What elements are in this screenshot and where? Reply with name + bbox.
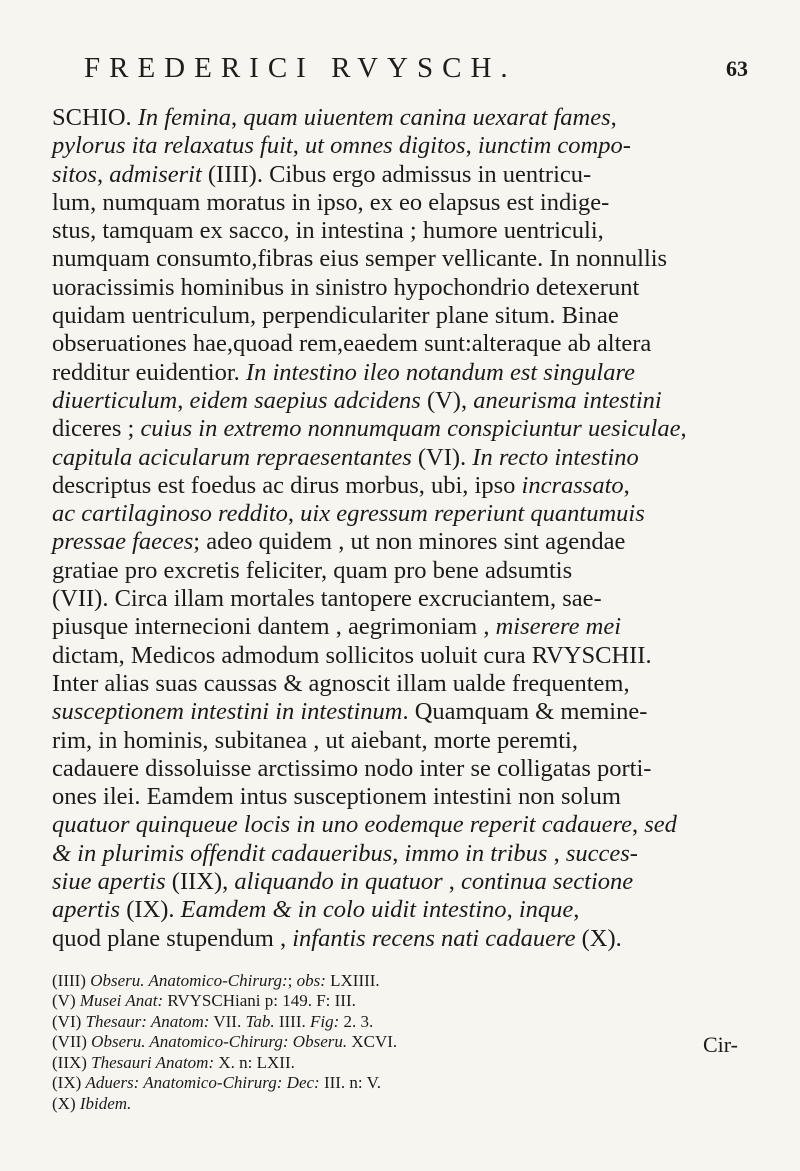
main-text [52,104,752,953]
roman-text: stus, tamquam ex sacco, in intestina ; humore uentriculi, [52,217,604,245]
italic-text: pressae faeces [52,528,194,556]
italic-text: miserere mei [495,613,622,641]
roman-text: , [631,811,645,839]
text-line [52,132,752,160]
roman-text: VII. [209,1011,246,1031]
italic-text: sitos [52,160,97,188]
roman-text: RVYSCHiani p: 149. F: III. [163,991,356,1011]
italic-text: susceptionem intestini in intestinum [52,698,403,726]
text-line [52,245,752,273]
roman-text: , [230,104,244,131]
text-line [52,274,752,302]
text-line [52,811,752,839]
italic-text: Musei Anat: [79,991,164,1011]
text-line [52,642,752,670]
roman-text: rim, in hominis, subitanea , ut aiebant, morte peremti, [52,726,578,754]
text-line [52,585,752,613]
text-line [52,727,752,755]
italic-text: In recto intestino [472,443,639,471]
roman-text: numquam consumto,fibras eius semper vellicante. In nonnullis [52,245,668,273]
italic-text: Eamdem & in colo uidit intestino [180,896,507,924]
roman-text: ; adeo quidem , ut non minores sint agendae [193,528,626,556]
text-line [52,161,752,189]
roman-text: , [610,104,617,131]
italic-text: sed [644,811,677,839]
roman-text: piusque internecioni dantem , aegrimoniam , [52,613,496,641]
roman-text: LXIIII. [325,970,380,990]
text-line [52,387,752,415]
text-line [52,500,752,528]
roman-text: cadauere dissoluisse arctissimo nodo inter se colligatas porti- [52,754,652,782]
roman-text: IIII. [274,1011,311,1031]
text-line [52,217,752,245]
roman-text: , [547,839,566,867]
roman-text: , [392,839,405,867]
text-line [52,670,752,698]
text-line [52,444,752,472]
text-line [52,613,752,641]
italic-text: pylorus ita relaxatus fuit [52,132,293,160]
italic-text: In intestino ileo notandum est singulare [245,358,635,386]
text-line [52,189,752,217]
roman-text: obseruationes hae,quoad rem,eaedem sunt:alteraque ab altera [52,330,652,358]
roman-text: III. n: V. [319,1073,381,1093]
italic-text: admiserit [109,160,202,188]
text-line [52,840,752,868]
italic-text: eidem saepius adcidens [189,386,421,414]
roman-text: (X) [52,1093,80,1113]
italic-text: Tab. [245,1011,275,1031]
page-number: 63 [726,56,748,81]
italic-text: incrassato [521,471,624,499]
footnote-line [52,1073,752,1094]
roman-text: diceres ; [52,415,141,443]
italic-text: quatuor quinqueue locis in uno eodemque reperit cadauere [52,811,632,839]
italic-text: continua sectione [461,868,634,896]
italic-text: & in plurimis offendit cadaueribus [52,839,393,867]
running-head: FREDERICI RVYSCH. [84,52,517,84]
italic-text: aliquando in quatuor [234,868,443,896]
footnote-line [52,1032,752,1053]
italic-text: Thesaur: Anatom: [85,1011,210,1031]
text-line [52,330,752,358]
text-line [52,925,752,953]
roman-text: redditur euidentior. [52,358,246,386]
footnote-line [52,1053,752,1074]
roman-text: (V), [420,386,474,414]
roman-text: (VII). Circa illam mortales tantopere excruciantem, sae- [52,585,602,613]
roman-text: (IIX), [165,868,235,896]
roman-text: (X). [575,924,622,952]
italic-text: Ibidem. [79,1093,132,1113]
roman-text: 2. 3. [339,1011,374,1031]
text-line [52,302,752,330]
italic-text: cuius in extremo nonnumquam conspiciuntur uesiculae [140,415,681,443]
roman-text: , [177,386,190,414]
footnote-line [52,1094,752,1115]
roman-text: , [680,415,687,443]
italic-text: obs: [296,970,326,990]
italic-text: immo in tribus [404,839,548,867]
roman-text: (IIX) [52,1052,92,1072]
italic-text: apertis [52,896,121,924]
catchword: Cir- [703,1032,738,1057]
italic-text: Thesauri Anatom: [91,1052,215,1072]
italic-text: diuerticulum [52,386,178,414]
text-line [52,755,752,783]
roman-text: , [96,160,110,188]
italic-text: capitula acicularum repraesentantes [52,443,412,471]
italic-text: uix egressum reperiunt quantumuis [300,500,645,528]
text-line [52,698,752,726]
roman-text: (VII) [52,1032,92,1052]
roman-text: (IIII). Cibus ergo admissus in uentricu- [201,160,592,188]
italic-text: iunctim compo- [477,132,631,160]
italic-text: aneurisma intestini [473,386,662,414]
roman-text: (IX) [52,1073,86,1093]
roman-text: , [573,896,580,924]
footnote-line [52,971,752,992]
italic-text: ac cartilaginoso reddito [52,500,288,528]
italic-text: Fig: [310,1011,340,1031]
roman-text: (IX). [120,896,181,924]
roman-text: , [442,868,461,896]
footnotes [52,971,752,1115]
text-line [52,868,752,896]
roman-text: quod plane stupendum , [52,924,293,952]
roman-text: X. n: LXII. [214,1052,295,1072]
roman-text: (IIII) [52,970,91,990]
italic-text: inque [518,896,574,924]
roman-text: gratiae pro excretis feliciter, quam pro bene adsumtis [52,556,573,584]
text-line [52,896,752,924]
text-line [52,528,752,556]
footnote-line [52,1012,752,1033]
italic-text: succes- [565,839,638,867]
italic-text: Obseru. Anatomico-Chirurg: Obseru. [91,1032,348,1052]
roman-text: ones ilei. Eamdem intus susceptionem intestini non solum [52,783,621,811]
roman-text: , [623,471,630,499]
text-line [52,104,752,132]
text-line [52,359,752,387]
italic-text: In femina [137,104,231,131]
italic-text: Aduers: Anatomico-Chirurg: Dec: [85,1073,320,1093]
roman-text: , [506,896,519,924]
roman-text: . Quamquam & memine- [402,698,648,726]
italic-text: Obseru. Anatomico-Chirurg: [90,970,288,990]
roman-text: descriptus est foedus ac dirus morbus, ubi, ipso [52,471,522,499]
roman-text: (VI) [52,1011,86,1031]
roman-text: (VI). [411,443,473,471]
text-line [52,415,752,443]
roman-text: Inter alias suas caussas & agnoscit illam ualde frequentem, [52,669,630,697]
roman-text: uoracissimis hominibus in sinistro hypochondrio detexerunt [52,273,640,301]
roman-text: dictam, Medicos admodum sollicitos uoluit cura RVYSCHII. [52,641,652,669]
roman-text: , [465,132,478,160]
roman-text: quidam uentriculum, perpendiculariter plane situm. Binae [52,302,619,330]
italic-text: ut omnes digitos [304,132,466,160]
text-line [52,557,752,585]
roman-text: XCVI. [347,1032,398,1052]
text-line [52,472,752,500]
roman-text: (V) [52,991,80,1011]
footnote-line [52,991,752,1012]
italic-text: quam uiuentem canina uexarat fames [243,104,611,131]
page-header [52,52,752,86]
roman-text: SCHIO. [52,104,138,131]
roman-text: , [287,500,301,528]
italic-text: infantis recens nati cadauere [292,924,576,952]
roman-text: lum, numquam moratus in ipso, ex eo elapsus est indige- [52,188,610,216]
roman-text: , [292,132,305,160]
roman-text: ; [287,970,297,990]
text-line [52,783,752,811]
italic-text: siue apertis [52,868,166,896]
